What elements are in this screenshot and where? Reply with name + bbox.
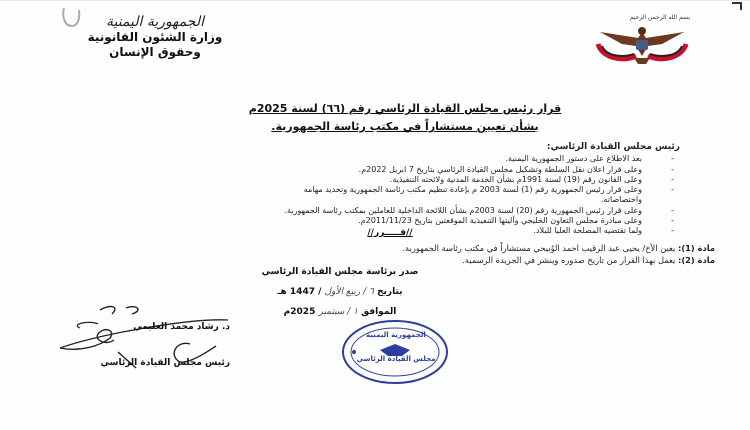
preamble-heading: رئيس مجلس القيادة الرئاسي: <box>546 142 680 152</box>
handwritten-signature-icon <box>40 300 230 380</box>
republic-name: الجمهورية اليمنية <box>105 14 204 30</box>
eagle-emblem-icon <box>592 22 692 72</box>
preamble-item: - بعد الاطلاع على دستور الجمهورية اليمنية. <box>505 154 674 164</box>
signatory-title: رئيس مجلس القيادة الرئاسي <box>100 358 230 368</box>
signatory-name: د. رشاد محمد العليمي <box>133 322 230 332</box>
preamble <box>210 142 680 237</box>
basmala-text: بسم الله الرحمن الرحيم <box>629 14 690 21</box>
ministry-name-line1: وزارة الشئون القانونية <box>87 30 223 44</box>
ministry-header <box>60 14 250 60</box>
article-text: يعمل بهذا القرار من تاريخ صدوره وينشر في الجريدة الرسمية. <box>462 255 676 265</box>
article-1 <box>210 242 715 254</box>
decree-title <box>200 100 610 136</box>
article-text: يعين الأخ/ يحيى عبد الرقيب احمد الوُبيحي مستشاراً في مكتب رئاسة الجمهورية. <box>402 243 676 253</box>
decree-title-line2: بشأن تعيين مستشاراً في مكتب رئاسة الجمهورية. <box>271 120 539 133</box>
preamble-item: - وعلى قرار اعلان نقل السلطة وتشكيل مجلس القيادة الرئاسي بتاريخ 7 ابريل 2022م. <box>358 164 674 174</box>
stamp-text: الجمهورية اليمنية مجلس القيادة الرئاسي <box>356 331 436 363</box>
official-stamp <box>340 318 450 386</box>
article-label: مادة (1): <box>678 243 715 253</box>
top-divider <box>0 0 750 1</box>
preamble-list <box>210 154 680 236</box>
preamble-item: - وعلى مبادرة مجلس التعاون الخليجي وآليتها التنفيذية الموقعتين بتاريخ 2011/11/23م. <box>358 216 674 226</box>
ministry-name-line2: وحقوق الإنسان <box>109 45 201 59</box>
preamble-item: - وعلى القانون رقم (19) لسنة 1991م بشأن الخدمة المدنية ولائحته التنفيذية. <box>389 174 674 184</box>
issued-by: صدر برئاسة مجلس القيادة الرئاسي <box>261 267 419 277</box>
preamble-item: - وعلى قرار رئيس الجمهورية رقم (20) لسنة 2003م بشأن اللائحة الداخلية للعاملين بمكتب رئاسة الجمهورية. <box>284 205 674 215</box>
signature-block <box>40 300 230 380</box>
preamble-item: - ولما تقتضيه المصلحة العليا للبلاد. <box>533 226 674 236</box>
hijri-date: بتاريخ ٦ / ربيع الأول / 1447 هـ <box>277 287 403 297</box>
preamble-item: - وعلى قرار رئيس الجمهورية رقم (1) لسنة 2003 م بإعادة تنظيم مكتب رئاسة الجمهورية وتحديد مهامه <box>303 185 674 195</box>
preamble-item-continuation: واختصاصاته. <box>600 195 642 205</box>
article-label: مادة (2): <box>678 255 715 265</box>
yemen-emblem <box>592 14 692 64</box>
decision-heading: //قـــــرر// <box>367 228 413 238</box>
decree-title-line1: قرار رئيس مجلس القيادة الرئاسي رقم (٦٦) لسنة 2025م <box>248 102 562 115</box>
gregorian-date: الموافق ١ / سبتمبر 2025م <box>283 307 397 317</box>
page-corner-mark <box>732 2 742 10</box>
issuance-block <box>250 262 430 322</box>
